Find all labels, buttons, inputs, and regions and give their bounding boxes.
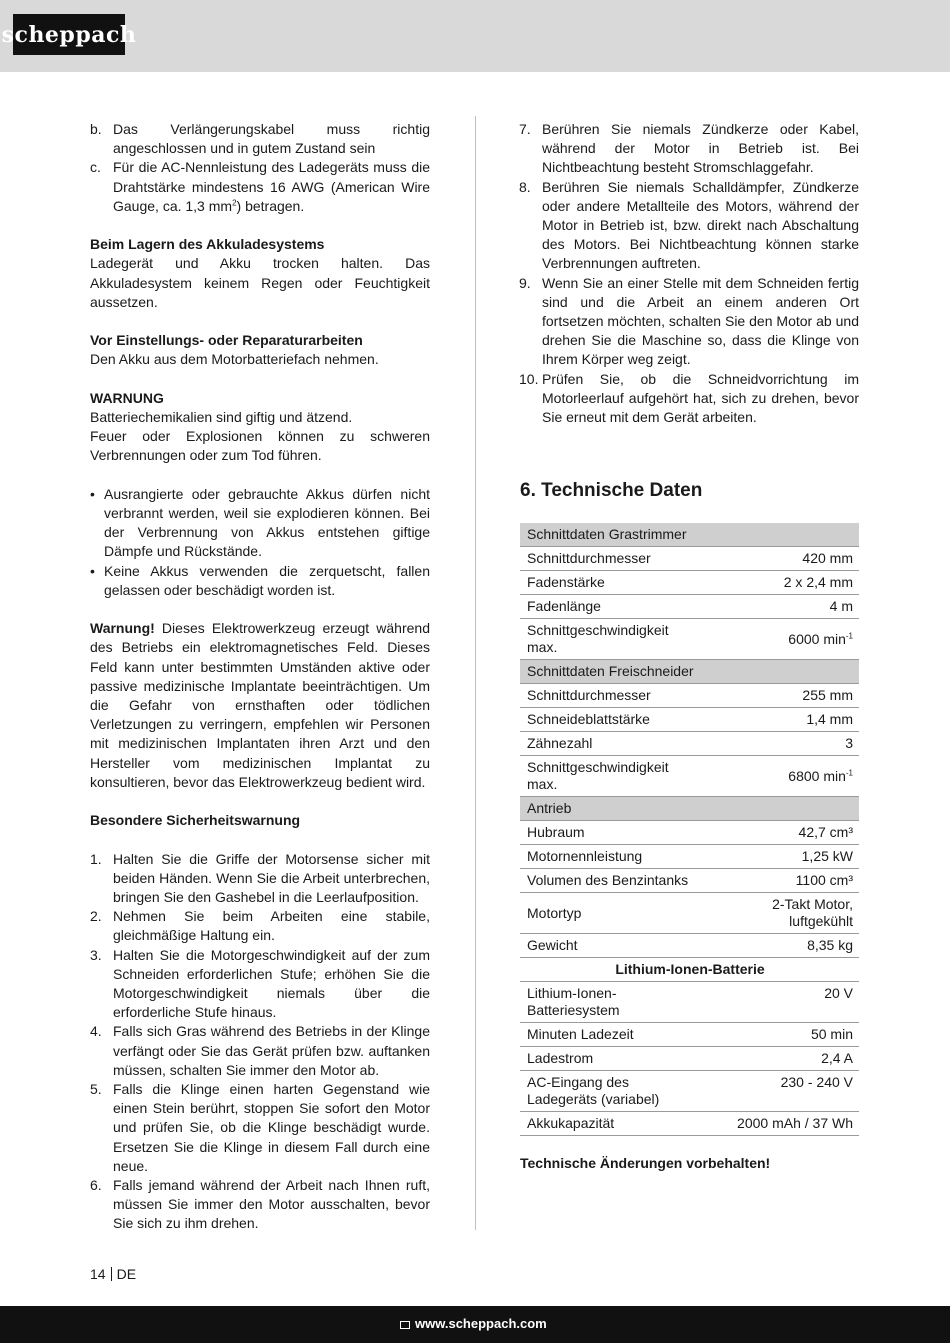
bullet-item: • Keine Akkus verwenden die zerquetscht, fallen gelassen oder beschädigt worden ist. [90, 562, 430, 598]
storage-text: Ladegerät und Akku trocken halten. Das Akkuladesystem keinem Regen oder Feuchtigkeit aussetzen. [90, 255, 430, 310]
technical-changes-note: Technische Änderungen vorbehalten! [520, 1155, 771, 1171]
page-number: 14 DE [90, 1266, 137, 1282]
table-row: Schnittgeschwindigkeit max. 6800 $\min^{-1}$ [520, 756, 859, 797]
list-item: c. Für die AC-Nennleistung des Ladegeräts muss die Drahtstärke mindestens 16 AWG (American Wire Gauge, ca. 1,3 $mm^2$) betragen. [90, 159, 430, 214]
repair-heading: Vor Einstellungs- oder Reparaturarbeiten [90, 332, 363, 349]
table-row: Ladestrom 2,4 A [520, 1047, 859, 1071]
list-item: b. Das Verlängerungskabel muss richtig angeschlossen und in gutem Zustand sein [90, 121, 430, 157]
numbered-item: 9. Wenn Sie an einer Stelle mit dem Schneiden fertig sind und die Arbeit an einem anderen Ort fortsetzen möchten, schalten Sie den Motor ab und drehen Sie die Maschine so, dass die Klinge von Ihrem Körper weg zeigt. [519, 274, 859, 368]
table-row: Minuten Ladezeit 50 min [520, 1023, 859, 1047]
numbered-item: 8. Berühren Sie niemals Schalldämpfer, Zündkerze oder andere Metallteile des Motors, während der Motor in Betrieb ist, bzw. direkt nach Abschaltung des Motors. Bei Nichtbeachtung können starke Verbrennungen auftreten. [519, 178, 859, 272]
numbered-item: 4. Falls sich Gras während des Betriebs in der Klinge verfängt oder Sie das Gerät prüfen bzw. auftanken müssen, schalten Sie immer den Motor ab. [90, 1023, 430, 1078]
table-row: AC-Eingang des Ladegeräts (variabel) 230 - 240 V [520, 1071, 859, 1112]
table-row: Hubraum 42,7 cm³ [520, 821, 859, 845]
scheppach-logo[interactable]: scheppach [13, 14, 125, 55]
numbered-item: 7. Berühren Sie niemals Zündkerze oder Kabel, während der Motor in Betrieb ist. Bei Nichtbeachtung besteht Stromschlaggefahr. [519, 121, 859, 176]
left-column [90, 120, 430, 1234]
special-warning-heading: Besondere Sicherheitswarnung [90, 812, 301, 829]
table-row: Schnittdurchmesser 420 mm [520, 547, 859, 571]
footer-link[interactable]: www.scheppach.com [400, 1316, 547, 1331]
repair-text: Den Akku aus dem Motorbatteriefach nehmen. [90, 351, 379, 368]
table-row: Schneideblattstärke 1,4 mm [520, 708, 859, 732]
table-row: Fadenlänge 4 m [520, 595, 859, 619]
table-row: Gewicht 8,35 kg [520, 934, 859, 958]
page-footer [0, 1306, 950, 1343]
table-row: Schnittgeschwindigkeit max. 6000 $\min^{-1}$ [520, 619, 859, 660]
table-row: Fadenstärke 2 x 2,4 mm [520, 571, 859, 595]
table-row: Zähnezahl 3 [520, 732, 859, 756]
numbered-item: 5. Falls die Klinge einen harten Gegenstand wie einen Stein berührt, stoppen Sie sofort den Motor und prüfen Sie, ob die Klinge beschädigt wurde. Ersetzen Sie die Klinge in diesem Fall durch eine neue. [90, 1081, 430, 1174]
table-group-row: Schnittdaten Grastrimmer [520, 523, 859, 547]
numbered-item: 6. Falls jemand während der Arbeit nach Ihnen ruft, müssen Sie immer den Motor ausschalten, bevor Sie sich zu ihm drehen. [90, 1177, 430, 1232]
table-group-row: Schnittdaten Freischneider [520, 660, 859, 684]
warning-text: Feuer oder Explosionen können zu schweren Verbrennungen oder zum Tod führen. [90, 428, 430, 464]
numbered-item: 10. Prüfen Sie, ob die Schneidvorrichtung im Motorleerlauf aufgehört hat, sich zu drehen, bevor Sie erneut mit dem Gerät arbeiten. [519, 370, 859, 426]
right-column [519, 120, 859, 427]
table-row: Motornennleistung 1,25 kW [520, 845, 859, 869]
table-row: Lithium-Ionen-Batteriesystem 20 V [520, 982, 859, 1023]
warning-text: Batteriechemikalien sind giftig und ätzend. [90, 409, 353, 425]
technical-data-table [520, 523, 859, 1136]
table-row: Motortyp 2-Takt Motor, luftgekühlt [520, 893, 859, 934]
numbered-item: 1. Halten Sie die Griffe der Motorsense sicher mit beiden Händen. Wenn Sie die Arbeit unterbrechen, bringen Sie den Gashebel in die Leerlaufposition. [90, 850, 430, 906]
computer-icon [400, 1321, 410, 1329]
numbered-item: 2. Nehmen Sie beim Arbeiten eine stabile, gleichmäßige Haltung ein. [90, 908, 430, 944]
section-title: 6. Technische Daten [520, 480, 703, 501]
table-group-row: Antrieb [520, 797, 859, 821]
numbered-item: 3. Halten Sie die Motorgeschwindigkeit auf der zum Schneiden erforderlichen Stufe; erhöhen Sie die Motorgeschwindigkeit niemals über die erforderliche Stufe hinaus. [90, 946, 430, 1021]
table-row: Akkukapazität 2000 mAh / 37 Wh [520, 1112, 859, 1136]
storage-heading: Beim Lagern des Akkuladesystems [90, 236, 325, 253]
table-group-row: Lithium-Ionen-Batterie [520, 958, 859, 982]
em-warning-paragraph: Warnung! Dieses Elektrowerkzeug erzeugt während des Betriebs ein elektromagnetisches Feld. Dieses Feld kann unter bestimmten Umständen aktive oder passive medizinische Implantate beeinträchtigen. Um die Gefahr von ernsthaften oder tödlichen Verletzungen zu verringern, empfehlen wir Personen mit medizinischen Implantaten ihren Arzt und den Hersteller vom medizinischen Implantat zu konsultieren, bevor das Elektrowerkzeug bedient wird. [90, 620, 430, 790]
warning-heading: WARNUNG [90, 389, 164, 406]
table-row: Volumen des Benzintanks 1100 cm³ [520, 869, 859, 893]
table-row: Schnittdurchmesser 255 mm [520, 684, 859, 708]
page-header [0, 0, 950, 72]
bullet-item: • Ausrangierte oder gebrauchte Akkus dürfen nicht verbrannt werden, weil sie explodieren können. Bei der Verbrennung von Akkus entstehen giftige Dämpfe und Rückstände. [90, 485, 430, 560]
column-divider [475, 116, 476, 1230]
